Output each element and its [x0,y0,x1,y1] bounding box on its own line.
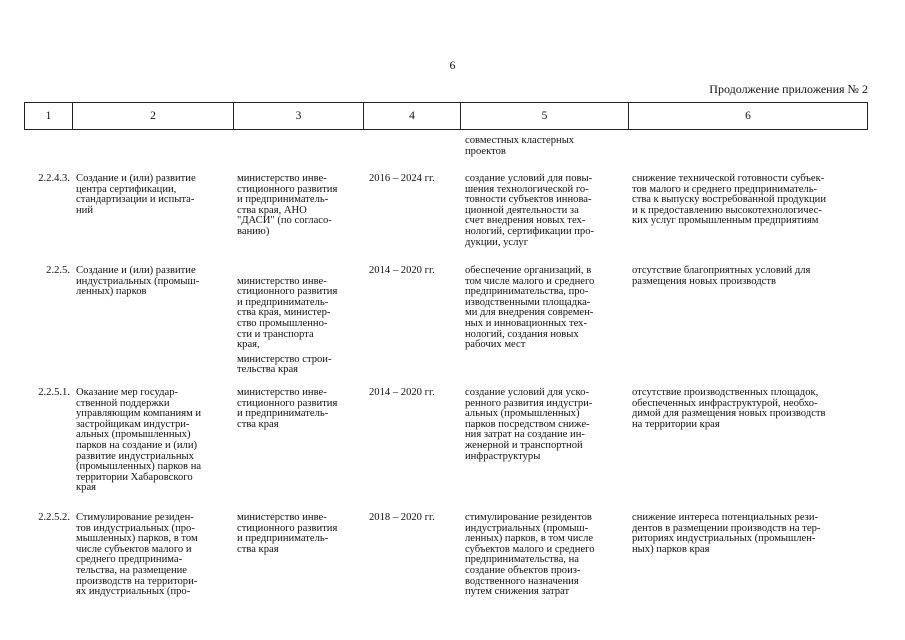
row-period: 2016 – 2024 гг. [369,173,435,184]
row-result: обеспечение организаций, в том числе малого и среднего предпринимательства, про- изводственными площадка- ми для внедрения современ- ных и инновационных тех- нологий, создания новых рабочих мест [465,265,595,351]
row-executor: министерство инве- стиционного развития и предприниматель- ства края, АНО "ДАСИ" (по согласо- ванию) [237,173,338,237]
row-number: 2.2.5. [46,265,70,276]
column-header-6: 6 [629,103,868,130]
carryover-result: совместных кластерных проектов [465,135,575,157]
row-number: 2.2.5.2. [38,512,70,523]
column-header-row [25,103,868,130]
row-result: создание условий для уско- ренного развития индустри- альных (промышленных) парков посредством сниже- ния затрат на создание ин- женерной и транспортной инфраструктуры [465,387,593,462]
column-header-2: 2 [73,103,234,130]
row-result: стимулирование резидентов индустриальных (промыш- ленных) парков, в том числе субъектов малого и среднего предпринимательства, на создание объектов произ- водственного назначения путем снижения затрат [465,512,595,598]
row-consequence: снижение технической готовности субъек- тов малого и среднего предприниматель- ства к выпуску востребованной продукции и к предоставлению высокотехнологичес- ких услуг промышленным предприятиям [632,173,827,227]
page-number: 6 [449,58,456,72]
continuation-title: Продолжение приложения № 2 [709,82,868,96]
row-measure: Создание и (или) развитие индустриальных (промыш- ленных) парков [76,265,200,298]
column-header-3: 3 [234,103,364,130]
column-header-4: 4 [364,103,461,130]
row-executor: министерство инве- стиционного развития и предприниматель- ства края [237,512,338,555]
row-period: 2014 – 2020 гг. [369,265,435,276]
row-consequence: отсутствие благоприятных условий для размещения новых производств [632,265,811,287]
row-period: 2014 – 2020 гг. [369,387,435,398]
column-header-5: 5 [461,103,629,130]
row-executor-group [237,266,367,387]
row-measure: Стимулирование резиден- тов индустриальных (про- мышленных) парков, в том числе субъектов малого и среднего предпринима- тельства, на размещение производств на территори- ях индустриальных (про- [76,512,198,598]
row-measure: Создание и (или) развитие центра сертификации, стандартизации и испыта- ний [76,173,196,216]
row-result: создание условий для повы- шения технологической го- товности субъектов иннова- ционной деятельности за счет внедрения новых тех- нологий, сертификации про- дукции, услуг [465,173,595,248]
row-consequence: снижение интереса потенциальных рези- дентов в размещении производств на тер- риториях индустриальных (промышлен- ных) парков края [632,512,821,555]
row-measure: Оказание мер государ- ственной поддержки управляющим компаниям и застройщикам индустри- альных (промышленных) парков на создание и (или) развитие индустриальных (промышленных) парков на территории Хабаровского края [76,387,202,494]
column-header-1: 1 [25,103,73,130]
column-header-table [24,102,868,130]
row-executor: министерство инве- стиционного развития и предприниматель- ства края [237,387,338,430]
row-executor-extra: министерство строи- тельства края [237,353,332,376]
row-consequence: отсутствие производственных площадок, обеспеченных инфраструктурой, необхо- димой для размещения новых производств на территории края [632,387,826,430]
row-period: 2018 – 2020 гг. [369,512,435,523]
row-number: 2.2.4.3. [38,173,70,184]
row-executor: министерство инве- стиционного развития и предприниматель- ства края, министер- ство промышленно- сти и транспорта края, [237,275,338,351]
row-number: 2.2.5.1. [38,387,70,398]
